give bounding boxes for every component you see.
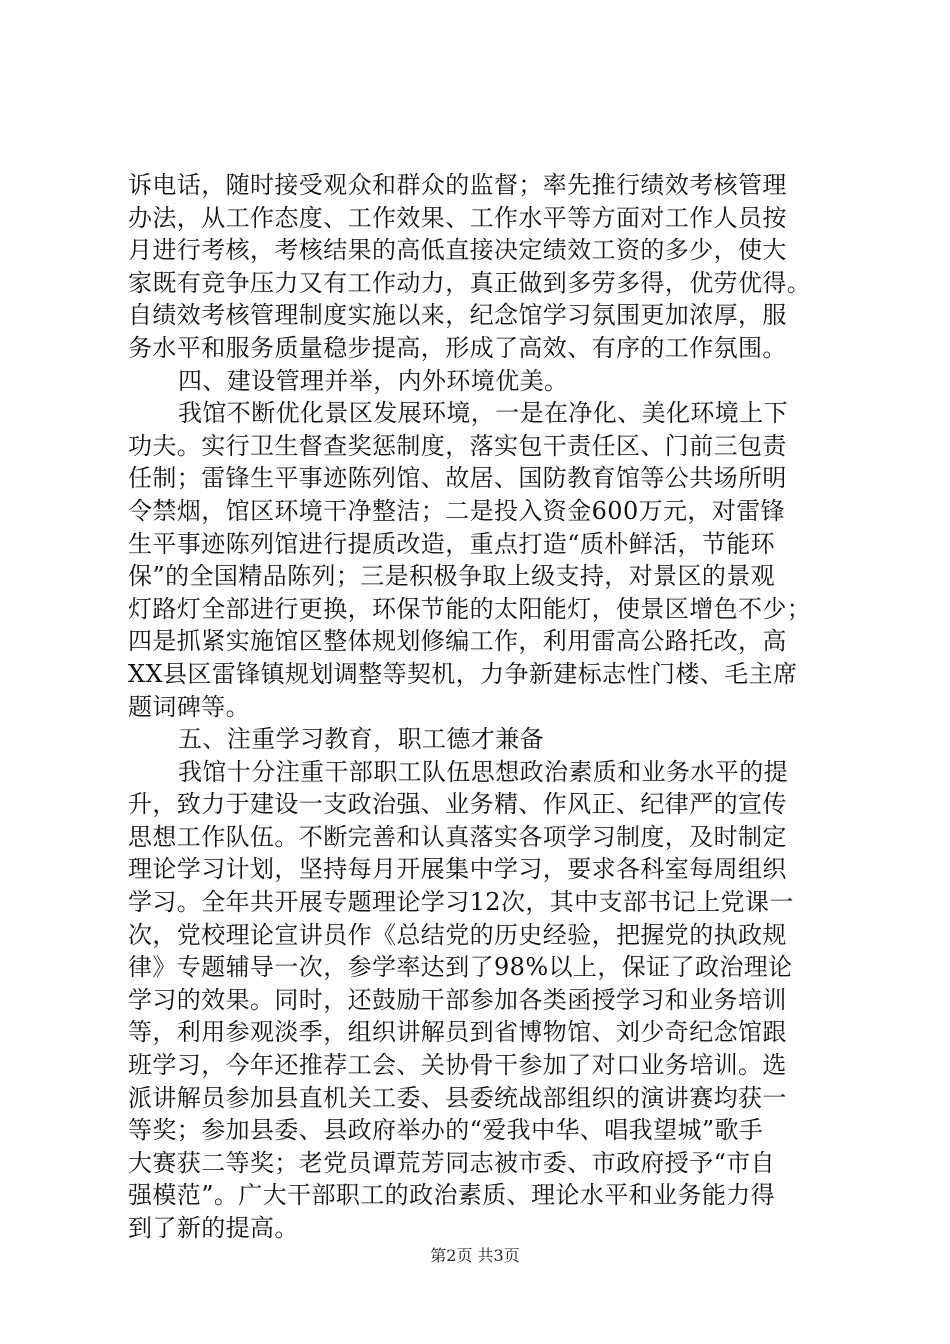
text-line: 律》专题辅导一次，参学率达到了98%以上，保证了政治理论 [128,953,793,982]
text-line: 令禁烟，馆区环境干净整洁；二是投入资金600万元，对雷锋 [128,496,786,525]
text-line: 自绩效考核管理制度实施以来，纪念馆学习氛围更加浓厚，服 [128,301,787,330]
text-line: 思想工作队伍。不断完善和认真落实各项学习制度，及时制定 [128,822,787,851]
text-line: 次，党校理论宣讲员作《总结党的历史经验，把握党的执政规 [128,920,787,949]
text-line: 四是抓紧实施馆区整体规划修编工作，利用雷高公路托改，高 [128,627,787,656]
text-line: 生平事迹陈列馆进行提质改造，重点打造“质朴鲜活，节能环 [128,529,776,558]
page-number: 第2页 共3页 [430,1246,520,1265]
paragraph-first-line: 我馆不断优化景区发展环境，一是在净化、美化环境上下 [178,399,788,428]
text-line: 家既有竞争压力又有工作动力，真正做到多劳多得，优劳优得。 [128,268,812,297]
text-line: 升，致力于建设一支政治强、业务精、作风正、纪律严的宣传 [128,790,787,819]
text-line: 大赛获二等奖；老党员谭荒芳同志被市委、市政府授予“市自 [128,1148,776,1177]
text-line: 题词碑等。 [128,692,250,721]
text-line: 到了新的提高。 [128,1214,299,1242]
text-line: 灯路灯全部进行更换，环保节能的太阳能灯，使景区增色不少； [128,594,812,623]
section-heading: 四、建设管理并举，内外环境优美。 [178,366,569,395]
text-line: 诉电话，随时接受观众和群众的监督；率先推行绩效考核管理 [128,171,787,199]
text-line: 派讲解员参加县直机关工委、县委统战部组织的演讲赛均获一 [128,1083,787,1112]
text-line: 班学习，今年还推荐工会、关协骨干参加了对口业务培训。选 [128,1051,787,1080]
text-line: 强模范”。广大干部职工的政治素质、理论水平和业务能力得 [128,1181,776,1210]
text-line: 学习。全年共开展专题理论学习12次，其中支部书记上党课一 [128,888,794,917]
text-line: 等奖；参加县委、县政府举办的“爱我中华、唱我望城”歌手 [128,1116,764,1145]
text-line: 任制；雷锋生平事迹陈列馆、故居、国防教育馆等公共场所明 [128,464,787,493]
section-heading: 五、注重学习教育，职工德才兼备 [178,725,544,754]
text-line: 功夫。实行卫生督查奖惩制度，落实包干责任区、门前三包责 [128,431,787,460]
text-line: 月进行考核，考核结果的高低直接决定绩效工资的多少，使大 [128,236,787,265]
text-line: 学习的效果。同时，还鼓励干部参加各类函授学习和业务培训 [128,985,787,1014]
paragraph-first-line: 我馆十分注重干部职工队伍思想政治素质和业务水平的提 [178,757,788,786]
text-line: 等，利用参观淡季，组织讲解员到省博物馆、刘少奇纪念馆跟 [128,1018,787,1047]
text-line: 保”的全国精品陈列；三是积极争取上级支持，对景区的景观 [128,562,776,591]
text-line: 办法，从工作态度、工作效果、工作水平等方面对工作人员按 [128,203,787,232]
text-line: XX县区雷锋镇规划调整等契机，力争新建标志性门楼、毛主席 [128,659,798,688]
text-line: 理论学习计划，坚持每月开展集中学习，要求各科室每周组织 [128,855,787,884]
document-body [128,169,848,1245]
text-line: 务水平和服务质量稳步提高，形成了高效、有序的工作氛围。 [128,333,787,362]
